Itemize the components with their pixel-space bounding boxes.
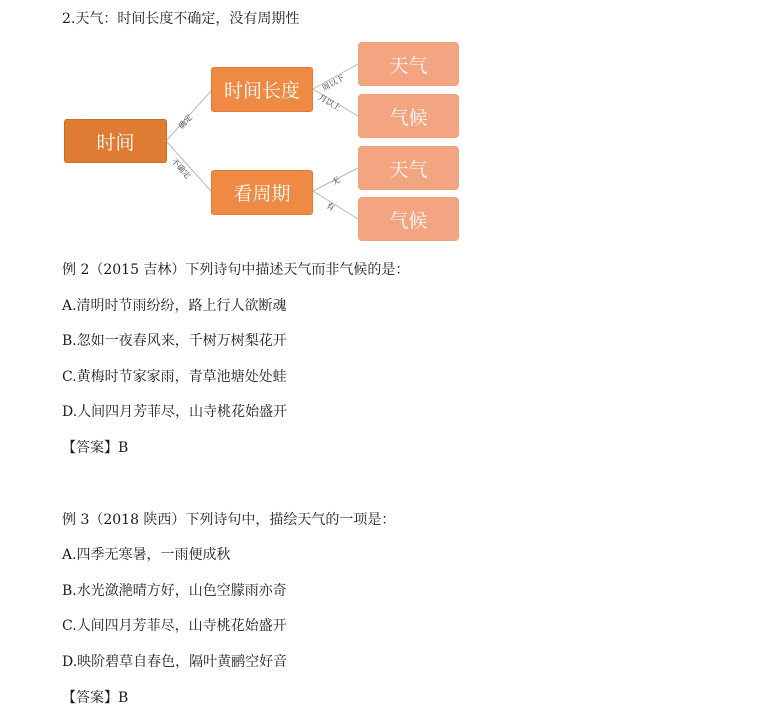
node-period: 看周期 [211, 170, 313, 215]
example3-answer: 【答案】B [62, 690, 129, 706]
example2-question: 例 2（2015 吉林）下列诗句中描述天气而非气候的是： [62, 262, 410, 278]
example3-option-b: B.水光潋滟晴方好，山色空朦雨亦奇 [62, 583, 287, 599]
example3-option-d: D.映阶碧草自春色，隔叶黄鹂空好音 [62, 654, 288, 670]
edge-label-week-below: 周以下 [320, 73, 346, 93]
edge-label-uncertain: 不确定 [169, 156, 193, 181]
example3-question: 例 3（2018 陕西）下列诗句中，描绘天气的一项是： [62, 512, 396, 528]
example2-option-a: A.清明时节雨纷纷，路上行人欲断魂 [62, 298, 287, 314]
example2-option-c: C.黄梅时节家家雨，青草池塘处处蛙 [62, 369, 287, 385]
leaf-climate-lower: 气候 [358, 197, 459, 241]
edge-label-has: 有 [324, 200, 337, 213]
leaf-climate-upper: 气候 [358, 94, 459, 138]
root-node-time: 时间 [64, 119, 167, 163]
leaf-weather-lower: 天气 [358, 146, 459, 190]
edge-label-none: 无 [330, 175, 342, 187]
section-heading: 2.天气：时间长度不确定，没有周期性 [62, 11, 300, 27]
leaf-weather-upper: 天气 [358, 42, 459, 86]
example2-option-d: D.人间四月芳菲尽，山寺桃花始盛开 [62, 404, 288, 420]
example3-option-a: A.四季无寒暑，一雨便成秋 [62, 547, 231, 563]
edge-label-certain: 确定 [176, 112, 195, 131]
edge-label-month-above: 月以上 [317, 92, 343, 113]
example2-option-b: B.忽如一夜春风来，千树万树梨花开 [62, 333, 287, 349]
node-time-length: 时间长度 [211, 67, 313, 112]
example2-answer: 【答案】B [62, 440, 129, 456]
example3-option-c: C.人间四月芳菲尽，山寺桃花始盛开 [62, 618, 287, 634]
